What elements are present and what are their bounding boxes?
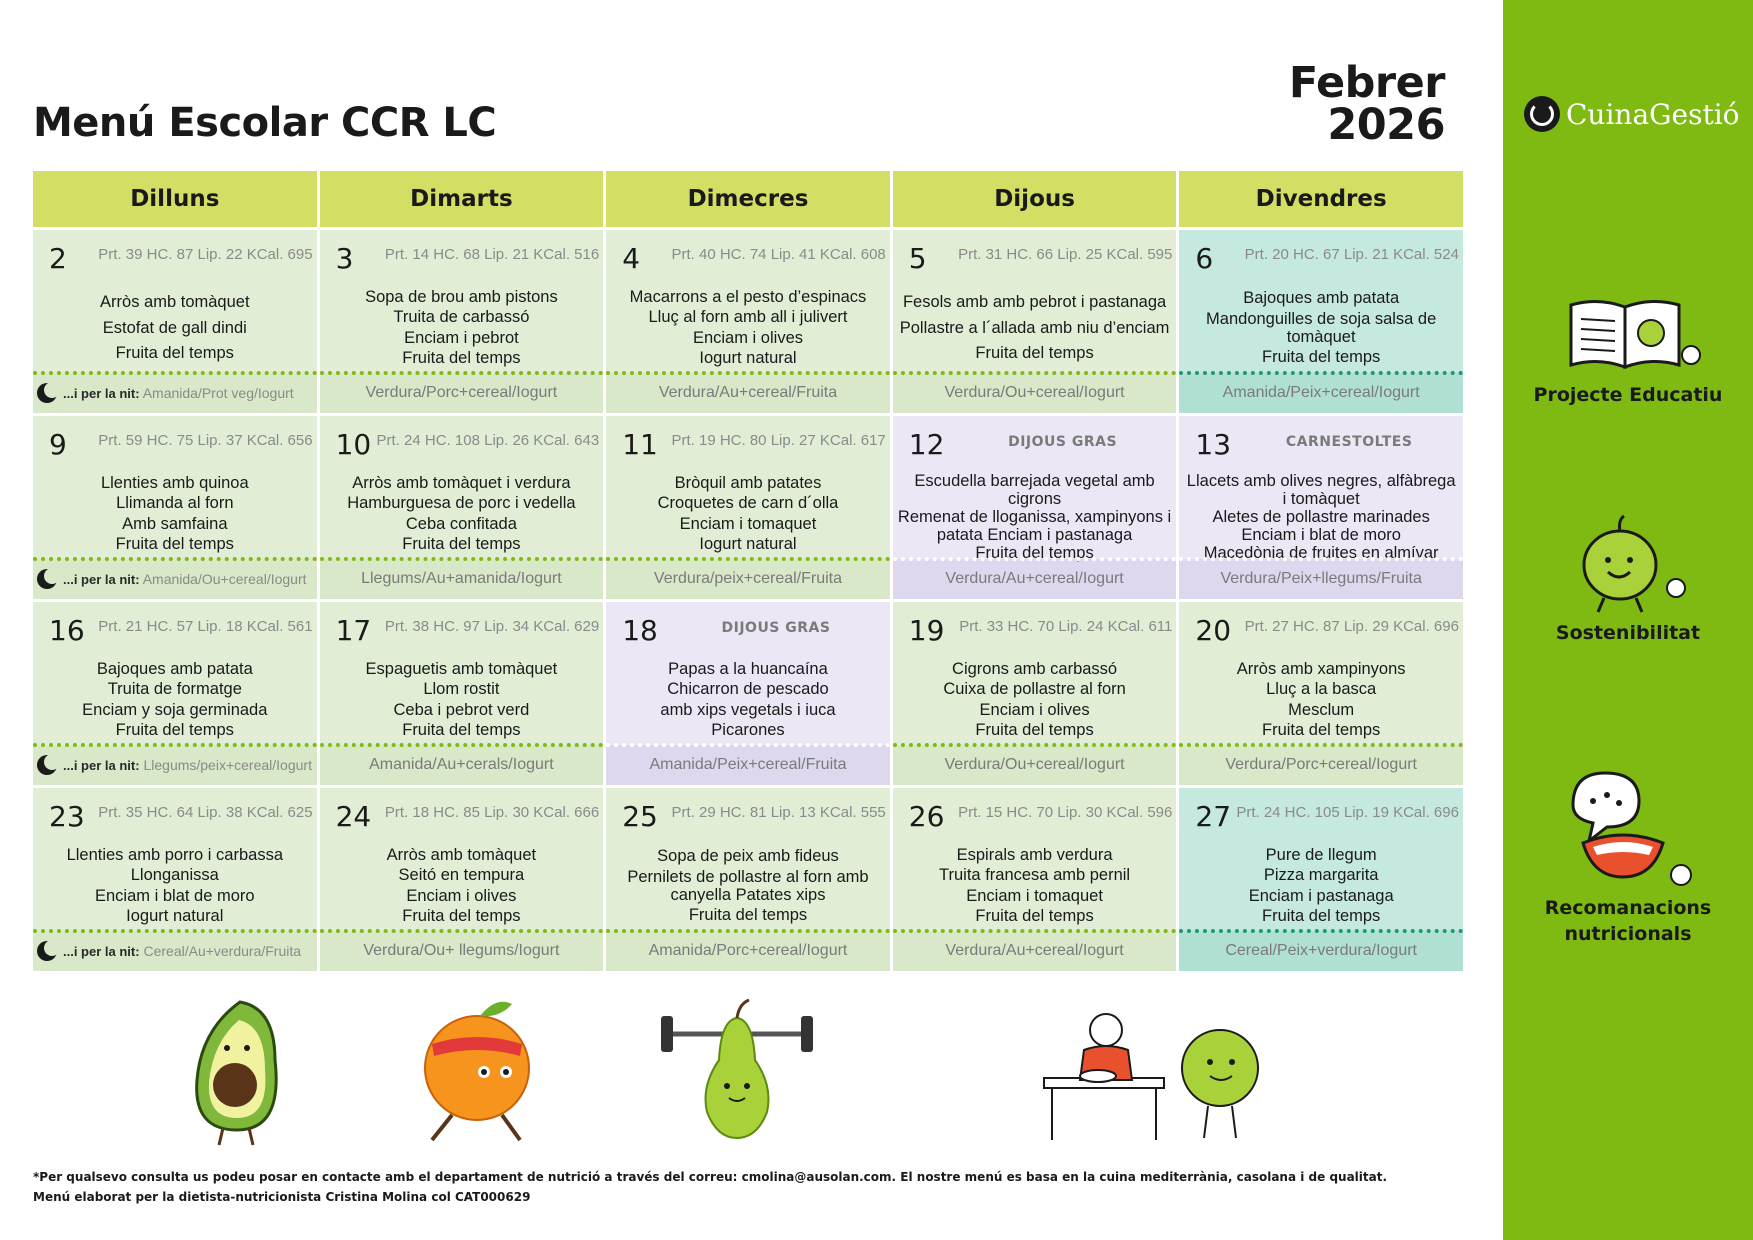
dish-item: Pizza margarita: [1263, 866, 1379, 885]
nutrition-info: Prt. 24 HC. 108 Lip. 26 KCal. 643: [376, 432, 600, 449]
dish-item: Fruita del temps: [975, 544, 1094, 562]
chef-and-apple-illustration: [1040, 990, 1270, 1150]
dish-item: Bròquil amb patates: [674, 474, 822, 493]
week-row: [33, 227, 1463, 413]
day-dinner: [33, 373, 317, 413]
day-number: 25: [622, 800, 658, 833]
day-number: 26: [908, 800, 945, 833]
dinner-suggestion: Verdura/Ou+ llegums/Iogurt: [320, 931, 604, 971]
moon-icon: [37, 383, 57, 403]
dish-item: Llenties amb quinoa: [100, 474, 249, 493]
dish-item: Fruita del temps: [975, 720, 1094, 739]
dish-item: Estofat de gall dindi: [102, 318, 247, 337]
footer-contact: *Per qualsevo consulta us podeu posar en contacte amb el departament de nutrició a través del correu: cmolina@ausolan.com. El nostre menú es basa en la cuina mediterrània, casolana i de qualitat.: [33, 1170, 1388, 1184]
footer-notes: [33, 1167, 1387, 1207]
dish-list: [37, 286, 313, 369]
special-day-label: DIJOUS GRAS: [1008, 434, 1118, 450]
dinner-suggestion: Amanida/Peix+cereal/Iogurt: [1179, 373, 1463, 413]
dish-item: Enciam i tomaquet: [966, 886, 1103, 905]
dinner-suggestion: Amanida/Porc+cereal/Iogurt: [606, 931, 890, 971]
day-cell: [320, 413, 607, 599]
week-row: [33, 785, 1463, 971]
header-dijous: Dijous: [893, 171, 1180, 227]
dish-item: Enciam i tomaquet: [679, 514, 817, 533]
dish-item: Fesols amb amb pebrot i pastanaga: [902, 293, 1167, 312]
dish-item: Fruita del temps: [402, 534, 521, 553]
month-label: Febrer: [1288, 58, 1445, 108]
dish-item: Fruita del temps: [975, 343, 1094, 362]
nutrition-info: Prt. 38 HC. 97 Lip. 34 KCal. 629: [384, 618, 600, 635]
night-prefix: ...i per la nit:: [63, 572, 140, 587]
day-cell: [33, 599, 320, 785]
page-title: Menú Escolar CCR LC: [33, 100, 497, 146]
day-number: 12: [908, 428, 945, 461]
nutrition-info: Prt. 29 HC. 81 Lip. 13 KCal. 555: [671, 804, 886, 821]
dish-item: Seitó en tempura: [398, 866, 525, 885]
header-divendres: Divendres: [1179, 171, 1463, 227]
day-number: 3: [335, 242, 354, 275]
dish-item: Lluç al forn amb all i julivert: [648, 308, 848, 327]
dish-item: Truita francesa amb pernil: [939, 866, 1131, 885]
dish-list: [610, 844, 886, 927]
dish-item: Enciam i pastanaga: [1248, 886, 1394, 905]
dinner-suggestion: Verdura/Porc+cereal/Iogurt: [1179, 745, 1463, 785]
day-cell: [893, 599, 1180, 785]
day-lunch: [893, 602, 1177, 745]
sidebar-item-recomanacions[interactable]: [1518, 765, 1738, 947]
day-number: 20: [1195, 614, 1232, 647]
month-year: [1288, 58, 1445, 150]
dish-item: Llimanda al forn: [116, 494, 234, 513]
dish-item: Fruita del temps: [402, 720, 521, 739]
day-lunch: [320, 788, 604, 931]
dinner-suggestion: Cereal/Au+verdura/Fruita: [143, 943, 302, 959]
dish-item: Macarrons a el pesto d’espinacs: [629, 288, 867, 307]
day-number: 10: [335, 428, 372, 461]
header-dimarts: Dimarts: [320, 171, 607, 227]
day-cell: [606, 413, 893, 599]
dinner-suggestion: Verdura/Peix+llegums/Fruita: [1179, 559, 1463, 599]
dish-list: [1183, 472, 1459, 562]
dish-item: Arròs amb tomàquet i verdura: [352, 474, 571, 493]
day-lunch: [893, 416, 1177, 562]
dinner-suggestion: Verdura/Au+cereal/Iogurt: [893, 931, 1177, 971]
dish-item: Sopa de peix amb fideus: [657, 846, 839, 865]
day-number: 13: [1195, 428, 1232, 461]
dinner-suggestion: Cereal/Peix+verdura/Iogurt: [1179, 931, 1463, 971]
weekday-header: [33, 171, 1463, 227]
day-lunch: [606, 788, 890, 931]
dish-item: Espaguetis amb tomàquet: [365, 660, 558, 679]
dish-item: Arròs amb tomàquet: [100, 293, 250, 312]
dish-list: [610, 286, 886, 369]
day-lunch: [33, 416, 317, 559]
dinner-suggestion: Verdura/Porc+cereal/Iogurt: [320, 373, 604, 413]
day-lunch: [320, 416, 604, 559]
day-dinner: [33, 745, 317, 785]
night-prefix: ...i per la nit:: [63, 758, 140, 773]
apple-mascot-icon: [1558, 510, 1698, 615]
night-prefix: ...i per la nit:: [63, 386, 140, 401]
dish-item: Pollastre a l´allada amb niu d’enciam: [899, 318, 1170, 337]
dinner-suggestion: Verdura/Au+cereal/Fruita: [606, 373, 890, 413]
dish-list: [37, 658, 313, 741]
day-lunch: [1179, 416, 1463, 562]
day-lunch: [1179, 602, 1463, 745]
moon-icon: [37, 569, 57, 589]
day-lunch: [893, 788, 1177, 931]
header-dilluns: Dilluns: [33, 171, 320, 227]
nutrition-info: Prt. 59 HC. 75 Lip. 37 KCal. 656: [98, 432, 313, 449]
dish-item: Bajoques amb patata: [1243, 288, 1400, 307]
dish-item: Ceba confitada: [405, 514, 517, 533]
dinner-suggestion: Verdura/Ou+cereal/Iogurt: [893, 373, 1177, 413]
day-number: 17: [335, 614, 372, 647]
dinner-suggestion: Amanida/Peix+cereal/Fruita: [606, 745, 890, 785]
dish-item: Espirals amb verdura: [956, 846, 1113, 865]
dinner-suggestion: Amanida/Prot veg/Iogurt: [142, 385, 294, 401]
nutrition-info: Prt. 40 HC. 74 Lip. 41 KCal. 608: [671, 246, 886, 263]
dish-item: Fruita del temps: [402, 348, 521, 367]
day-cell: [1179, 413, 1463, 599]
speech-mouth-icon: [1553, 765, 1703, 890]
day-number: 4: [622, 242, 641, 275]
dish-item: Llacets amb olives negres, alfàbrega i tomàquet: [1186, 472, 1456, 508]
dish-item: Iogurt natural: [699, 348, 797, 367]
day-number: 27: [1195, 800, 1232, 833]
nutrition-info: Prt. 31 HC. 66 Lip. 25 KCal. 595: [958, 246, 1173, 263]
day-cell: [893, 785, 1180, 971]
header-dimecres: Dimecres: [606, 171, 893, 227]
day-cell: [33, 785, 320, 971]
day-cell: [1179, 227, 1463, 413]
dish-list: [610, 658, 886, 741]
dish-list: [37, 844, 313, 927]
dinner-suggestion: Verdura/Au+cereal/Iogurt: [893, 559, 1177, 599]
dish-item: Iogurt natural: [126, 906, 224, 925]
moon-icon: [37, 941, 57, 961]
day-number: 9: [49, 428, 67, 461]
day-number: 16: [49, 614, 85, 647]
dinner-suggestion: Verdura/Ou+cereal/Iogurt: [893, 745, 1177, 785]
dish-item: Llonganissa: [130, 866, 219, 885]
dish-item: Amb samfaina: [122, 514, 228, 533]
dinner-suggestion: Llegums/peix+cereal/Iogurt: [143, 757, 312, 773]
nutrition-info: Prt. 27 HC. 87 Lip. 29 KCal. 696: [1244, 618, 1459, 635]
sidebar-label: Sostenibilitat: [1555, 622, 1701, 644]
orange-illustration: [392, 990, 562, 1150]
dish-list: [324, 844, 600, 927]
day-lunch: [320, 230, 604, 373]
day-number: 23: [49, 800, 85, 833]
day-cell: [33, 227, 320, 413]
year-label: 2026: [1327, 100, 1445, 150]
day-cell: [320, 785, 607, 971]
dish-item: Fruita del temps: [115, 343, 234, 362]
dish-item: Arròs amb xampinyons: [1236, 660, 1406, 679]
pear-weightlifter-illustration: [657, 990, 817, 1150]
day-lunch: [33, 602, 317, 745]
day-lunch: [606, 416, 890, 559]
day-cell: [606, 599, 893, 785]
dish-item: Hamburguesa de porc i vedella: [347, 494, 576, 513]
open-book-icon: [1553, 295, 1703, 377]
day-lunch: [1179, 230, 1463, 373]
dish-item: Fruita del temps: [1262, 906, 1381, 925]
dish-item: Enciam i olives: [979, 700, 1090, 719]
dish-item: Croquetes de carn d´olla: [657, 494, 839, 513]
sidebar-item-projecte-educatiu[interactable]: [1518, 295, 1738, 408]
dish-item: Llom rostit: [423, 680, 500, 699]
nutrition-info: Prt. 39 HC. 87 Lip. 22 KCal. 695: [98, 246, 313, 263]
dish-item: Picarones: [711, 720, 785, 739]
special-day-label: CARNESTOLTES: [1285, 434, 1413, 450]
dish-item: Chicarron de pescado: [667, 680, 829, 699]
day-lunch: [606, 602, 890, 745]
day-cell: [606, 227, 893, 413]
dish-item: Enciam i olives: [692, 328, 803, 347]
nutrition-info: Prt. 35 HC. 64 Lip. 38 KCal. 625: [98, 804, 313, 821]
week-row: [33, 599, 1463, 785]
dish-list: [897, 844, 1173, 927]
dish-item: Papas a la huancaína: [668, 660, 828, 679]
dish-item: Fruita del temps: [1262, 720, 1381, 739]
dish-item: Cigrons amb carbassó: [952, 660, 1118, 679]
dish-item: Pernilets de pollastre al forn amb canyella Patates xips: [627, 867, 869, 904]
brand-name: CuinaGestió: [1566, 97, 1740, 131]
day-number: 6: [1195, 242, 1214, 275]
night-prefix: ...i per la nit:: [63, 944, 140, 959]
day-lunch: [320, 602, 604, 745]
day-number: 19: [908, 614, 945, 647]
dinner-suggestion: Verdura/peix+cereal/Fruita: [606, 559, 890, 599]
dish-item: Ceba i pebrot verd: [393, 700, 530, 719]
dish-list: [37, 472, 313, 555]
footer-author: Menú elaborat per la dietista-nutricionista Cristina Molina col CAT000629: [33, 1190, 531, 1204]
nutrition-info: Prt. 15 HC. 70 Lip. 30 KCal. 596: [958, 804, 1173, 821]
dish-item: Fruita del temps: [975, 906, 1094, 925]
logo-icon: [1524, 96, 1560, 132]
dish-list: [1183, 658, 1459, 741]
day-number: 24: [335, 800, 372, 833]
day-dinner: [33, 931, 317, 971]
dish-item: Bajoques amb patata: [96, 660, 253, 679]
dish-item: Fruita del temps: [688, 906, 808, 925]
dish-item: Fruita del temps: [1262, 348, 1381, 367]
dish-item: Sopa de brou amb pistons: [365, 288, 558, 307]
day-cell: [33, 413, 320, 599]
dish-item: Fruita del temps: [402, 906, 521, 925]
dish-list: [1183, 844, 1459, 927]
dish-item: Iogurt natural: [699, 534, 797, 553]
dinner-suggestion: Amanida/Au+cerals/Iogurt: [320, 745, 604, 785]
dish-item: Truita de carbassó: [393, 308, 530, 327]
day-cell: [320, 227, 607, 413]
day-lunch: [33, 788, 317, 931]
dish-list: [897, 472, 1173, 562]
dish-item: Aletes de pollastre marinades Enciam i blat de moro: [1212, 508, 1430, 544]
day-cell: [606, 785, 893, 971]
menu-grid: [33, 171, 1463, 971]
week-row: [33, 413, 1463, 599]
day-number: 5: [908, 242, 927, 275]
nutrition-info: Prt. 19 HC. 80 Lip. 27 KCal. 617: [671, 432, 886, 449]
dish-list: [897, 658, 1173, 741]
dish-item: Enciam i blat de moro: [95, 886, 255, 905]
dish-item: Cuixa de pollastre al forn: [943, 680, 1126, 699]
dish-item: Enciam y soja germinada: [82, 700, 268, 719]
dish-item: Truita de formatge: [107, 680, 242, 699]
sidebar-item-sostenibilitat[interactable]: [1518, 510, 1738, 646]
dish-item: Llenties amb porro i carbassa: [66, 846, 284, 865]
nutrition-info: Prt. 24 HC. 105 Lip. 19 KCal. 696: [1236, 804, 1459, 821]
nutrition-info: Prt. 20 HC. 67 Lip. 21 KCal. 524: [1244, 246, 1459, 263]
dish-item: Remenat de lloganissa, xampinyons i patata Enciam i pastanaga: [897, 508, 1172, 544]
day-lunch: [33, 230, 317, 373]
dish-item: Arròs amb tomàquet: [386, 846, 537, 865]
day-number: 2: [49, 242, 67, 275]
nutrition-info: Prt. 18 HC. 85 Lip. 30 KCal. 666: [384, 804, 600, 821]
sidebar-label: Recomanacions nutricionals: [1544, 897, 1712, 945]
dish-list: [324, 658, 600, 741]
dish-item: Escudella barrejada vegetal amb cigrons: [914, 472, 1155, 508]
dinner-suggestion: Llegums/Au+amanida/Iogurt: [320, 559, 604, 599]
day-dinner: [33, 559, 317, 599]
day-cell: [320, 599, 607, 785]
day-cell: [1179, 785, 1463, 971]
nutrition-info: Prt. 21 HC. 57 Lip. 18 KCal. 561: [98, 618, 313, 635]
moon-icon: [37, 755, 57, 775]
sidebar-label: Projecte Educatiu: [1533, 384, 1723, 406]
dish-list: [1183, 286, 1459, 369]
special-day-label: DIJOUS GRAS: [721, 620, 831, 636]
dish-list: [897, 286, 1173, 369]
dish-list: [610, 472, 886, 555]
day-number: 18: [622, 614, 658, 647]
dish-item: Fruita del temps: [115, 720, 234, 739]
dish-list: [324, 472, 600, 555]
day-cell: [1179, 599, 1463, 785]
nutrition-info: Prt. 14 HC. 68 Lip. 21 KCal. 516: [384, 246, 600, 263]
day-lunch: [1179, 788, 1463, 931]
day-cell: [893, 413, 1180, 599]
dish-item: Lluç a la basca: [1266, 680, 1377, 699]
nutrition-info: Prt. 33 HC. 70 Lip. 24 KCal. 611: [959, 618, 1173, 635]
dish-item: Enciam i olives: [406, 886, 517, 905]
day-number: 11: [622, 428, 658, 461]
dinner-suggestion: Amanida/Ou+cereal/Iogurt: [142, 571, 307, 587]
day-lunch: [606, 230, 890, 373]
dish-list: [324, 286, 600, 369]
dish-item: Macedònia de fruites en almívar: [1203, 544, 1439, 562]
dish-item: Mesclum: [1288, 700, 1355, 719]
dish-item: Enciam i pebrot: [404, 328, 519, 347]
dish-item: Pure de llegum: [1265, 846, 1377, 865]
dish-item: amb xips vegetals i iuca: [660, 700, 836, 719]
brand-logo: [1524, 96, 1740, 132]
avocado-illustration: [175, 990, 305, 1150]
day-cell: [893, 227, 1180, 413]
dish-item: Mandonguilles de soja salsa de tomàquet: [1206, 309, 1437, 346]
day-lunch: [893, 230, 1177, 373]
dish-item: Fruita del temps: [115, 534, 234, 553]
